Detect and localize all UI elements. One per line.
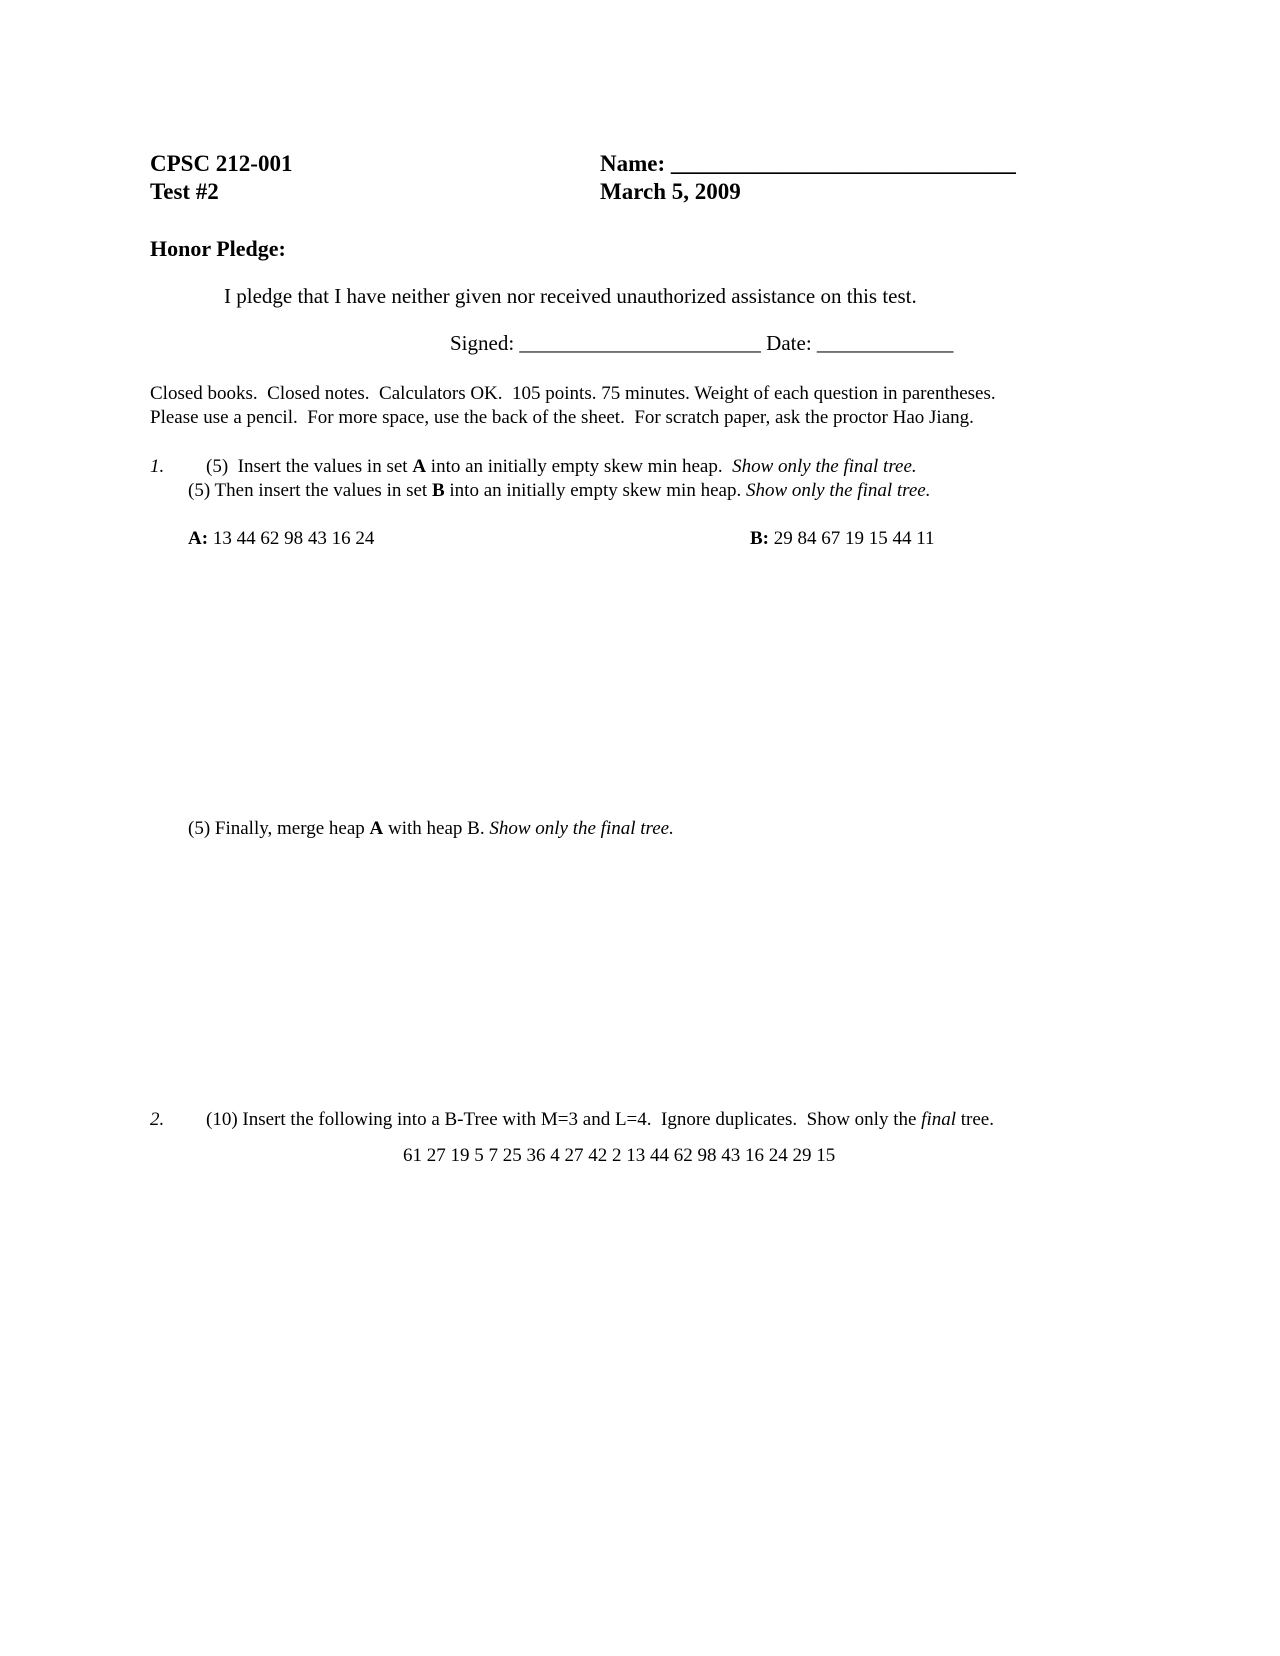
instructions-line-2: Please use a pencil. For more space, use the back of the sheet. For scratch paper, ask the proctor Hao Jiang. [150,407,974,428]
q1-part3-heap-a: A [369,818,384,839]
q2-prompt-text: (10) Insert the following into a B-Tree with M=3 and L=4. Ignore duplicates. Show only the [206,1109,922,1130]
signature-line [450,331,953,356]
test-number: Test #2 [150,179,219,204]
question-2-prompt [206,1109,994,1131]
q1-part2-emphasis: Show only the final tree. [745,480,931,501]
question-1-part-1 [206,456,917,478]
name-field [600,151,1016,177]
question-2-number: 2. [150,1109,165,1130]
q1-part2-rest: into an initially empty skew min heap. [444,480,746,501]
q1-part1-rest: into an initially empty skew min heap. [426,456,733,477]
set-b-label: B: [750,528,769,549]
test-date: March 5, 2009 [600,179,741,204]
q1-part3-text: (5) Finally, merge heap [188,818,370,839]
q1-part3-emphasis: Show only the final tree. [489,818,674,839]
question-1-part-3 [188,818,674,840]
date-label: Date: [766,331,812,355]
set-a-values: 13 44 62 98 43 16 24 [208,528,375,549]
course-title: CPSC 212-001 [150,151,293,176]
signed-label: Signed: [450,331,515,355]
set-b [750,528,935,550]
q1-part3-rest: with heap B. [383,818,490,839]
instructions-line-1: Closed books. Closed notes. Calculators OK. 105 points. 75 minutes. Weight of each question in parentheses. [150,383,996,404]
q1-part1-set: A [412,456,427,477]
q1-part1-text: (5) Insert the values in set [206,456,413,477]
date-blank: _____________ [816,331,954,355]
honor-pledge-heading: Honor Pledge: [150,236,286,261]
question-1-part-2 [188,480,930,502]
q1-part1-emphasis: Show only the final tree. [732,456,917,477]
name-label: Name: [600,151,666,176]
honor-pledge-statement: I pledge that I have neither given nor received unauthorized assistance on this test. [224,284,917,308]
set-a-label: A: [188,528,209,549]
signed-blank: _______________________ [519,331,761,355]
q1-part2-set: B [431,480,445,501]
question-2-values: 61 27 19 5 7 25 36 4 27 42 2 13 44 62 98 43 16 24 29 15 [403,1145,836,1166]
q2-prompt-end: tree. [956,1109,994,1130]
q1-part2-text: (5) Then insert the values in set [188,480,432,501]
set-a [188,528,374,550]
set-b-values: 29 84 67 19 15 44 11 [769,528,935,549]
q2-prompt-emphasis: final [921,1109,957,1130]
name-line: ______________________________ [670,151,1016,176]
question-1-number: 1. [150,456,165,477]
